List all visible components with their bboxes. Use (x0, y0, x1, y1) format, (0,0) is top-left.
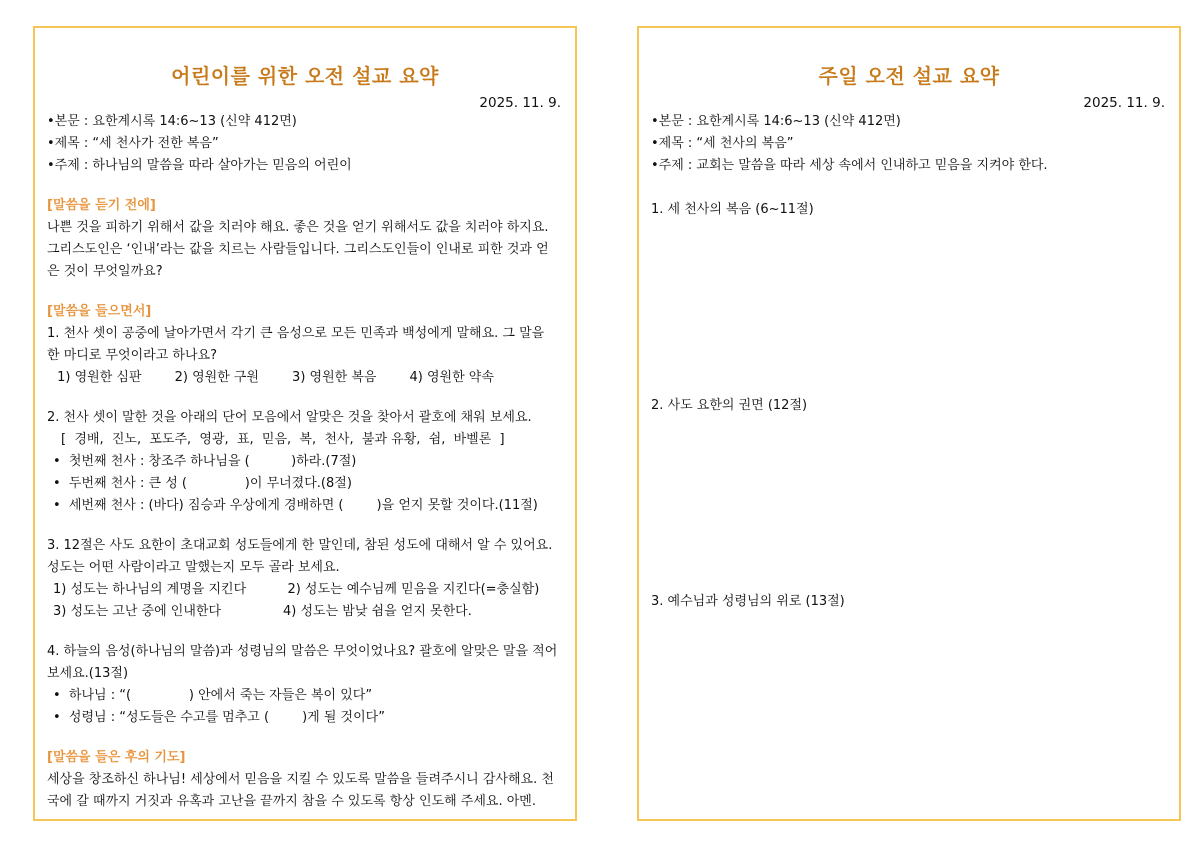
before-line: 나쁜 것을 피하기 위해서 값을 치러야 해요. 좋은 것을 얻기 위해서도 값을 치러야 하지요. (47, 220, 549, 235)
during-heading: [말씀을 들으면서] (47, 304, 152, 319)
sunday-sermon-date: 2025. 11. 9. (1083, 95, 1165, 111)
question-3-line: 3. 12절은 사도 요한이 초대교회 성도들에게 한 말인데, 참된 성도에 대해서 알 수 있어요. (47, 538, 553, 553)
question-3-line: 성도는 어떤 사람이라고 말했는지 모두 골라 보세요. (47, 560, 340, 575)
question-4-bullet: • 성령님 : “성도들은 수고를 멈추고 ( )게 될 것이다” (53, 710, 385, 725)
children-sermon-title: 어린이를 위한 오전 설교 요약 (171, 64, 439, 88)
children-sermon-summary-panel (33, 26, 577, 821)
prayer-line: 세상을 창조하신 하나님! 세상에서 믿음을 지킬 수 있도록 말씀을 들려주시니 감사해요. 천 (47, 772, 554, 787)
before-line: 그리스도인은 ‘인내’라는 값을 치르는 사람들입니다. 그리스도인들이 인내로 피한 것과 얻 (47, 242, 549, 257)
question-2: 2. 천사 셋이 말한 것을 아래의 단어 모음에서 알맞은 것을 찾아서 괄호에 채워 보세요. (47, 410, 532, 425)
question-2-bullet: • 세번째 천사 : (바다) 짐승과 우상에게 경배하면 ( )을 얻지 못할 것이다.(11절) (53, 498, 538, 513)
before-line: 은 것이 무엇일까요? (47, 264, 163, 279)
question-4-line: 보세요.(13절) (47, 666, 129, 681)
meta-scripture: •본문 : 요한계시록 14:6~13 (신약 412면) (651, 114, 901, 129)
point-1: 1. 세 천사의 복음 (6~11절) (651, 202, 814, 217)
meta-title: •제목 : “세 천사의 복음” (651, 136, 794, 151)
sunday-sermon-summary-panel (637, 26, 1181, 821)
meta-theme: •주제 : 교회는 말씀을 따라 세상 속에서 인내하고 믿음을 지켜야 한다. (651, 158, 1048, 173)
sunday-sermon-title: 주일 오전 설교 요약 (818, 64, 1000, 88)
question-2-word-bank: [ 경배, 진노, 포도주, 영광, 표, 믿음, 복, 천사, 불과 유황, 쉼, 바벨론 ] (61, 432, 505, 447)
meta-title: •제목 : “세 천사가 전한 복음” (47, 136, 219, 151)
question-1-options: 1) 영원한 심판 2) 영원한 구원 3) 영원한 복음 4) 영원한 약속 (53, 370, 494, 385)
question-2-bullet: • 두번째 천사 : 큰 성 ( )이 무너졌다.(8절) (53, 476, 352, 491)
point-3: 3. 예수님과 성령님의 위로 (13절) (651, 594, 845, 609)
question-4-line: 4. 하늘의 음성(하나님의 말씀)과 성령님의 말씀은 무엇이었나요? 괄호에 알맞은 말을 적어 (47, 644, 558, 659)
question-3-option-row: 3) 성도는 고난 중에 인내한다 4) 성도는 밤낮 쉼을 얻지 못한다. (53, 604, 472, 619)
question-3-option-row: 1) 성도는 하나님의 계명을 지킨다 2) 성도는 예수님께 믿음을 지킨다(=충실함) (53, 582, 540, 597)
prayer-line: 국에 갈 때까지 거짓과 유혹과 고난을 끝까지 참을 수 있도록 항상 인도해 주세요. 아멘. (47, 794, 536, 809)
question-2-bullet: • 첫번째 천사 : 창조주 하나님을 ( )하라.(7절) (53, 454, 357, 469)
meta-scripture: •본문 : 요한계시록 14:6~13 (신약 412면) (47, 114, 297, 129)
children-sermon-date: 2025. 11. 9. (479, 95, 561, 111)
question-4-bullet: • 하나님 : “( ) 안에서 죽는 자들은 복이 있다” (53, 688, 373, 703)
question-1-line: 1. 천사 셋이 공중에 날아가면서 각기 큰 음성으로 모든 민족과 백성에게 말해요. 그 말을 (47, 326, 545, 341)
before-heading: [말씀을 듣기 전에] (47, 198, 156, 213)
meta-theme: •주제 : 하나님의 말씀을 따라 살아가는 믿음의 어린이 (47, 158, 352, 173)
point-2: 2. 사도 요한의 권면 (12절) (651, 398, 808, 413)
after-heading: [말씀을 들은 후의 기도] (47, 750, 186, 765)
question-1-line: 한 마디로 무엇이라고 하나요? (47, 348, 217, 363)
